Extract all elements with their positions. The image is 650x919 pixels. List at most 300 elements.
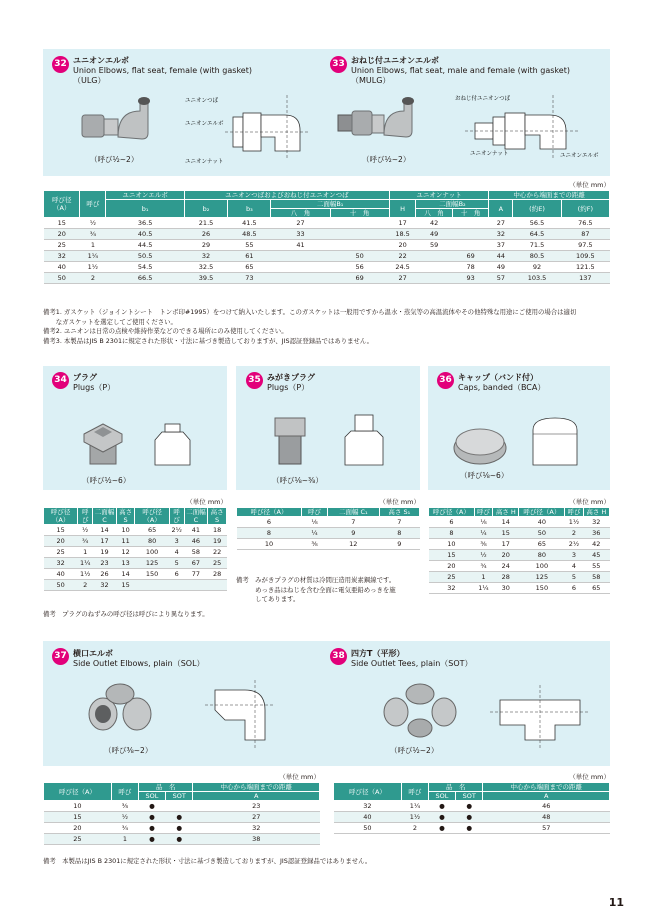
union-table-cell: 69 xyxy=(330,273,389,284)
union-table-row xyxy=(44,240,610,251)
plug-table-cell: 50 xyxy=(44,580,78,591)
union-dimension-table xyxy=(43,190,610,284)
item-number-38: 38 xyxy=(330,648,347,665)
polished-plug-table-header: 高さ S₁ xyxy=(379,508,419,517)
side-outlet-elbow-photo xyxy=(85,680,155,740)
label-union-flange: ユニオンつば xyxy=(185,98,219,104)
cap-table-cell: 65 xyxy=(583,583,609,594)
cap-table-cell: 32 xyxy=(583,517,609,528)
side-outlet-left-cell: 1 xyxy=(111,834,138,845)
union-table-cell xyxy=(416,273,452,284)
side-outlet-right-cell: 1¼ xyxy=(401,801,428,812)
cap-table-header: 呼び xyxy=(474,508,492,517)
side-outlet-right-cell: ● xyxy=(455,801,483,812)
union-table-cell: 24.5 xyxy=(389,262,416,273)
label-union-elbow-33: ユニオンエルボ xyxy=(560,153,599,159)
polished-plug-table-cell: 6 xyxy=(237,517,302,528)
th38-dn: 呼び径（A） xyxy=(334,783,402,801)
caption-34: （呼び½~6） xyxy=(82,476,131,485)
union-table-cell: 50 xyxy=(330,251,389,262)
polished-plug-table xyxy=(236,507,420,550)
note-35-line2: めっき品はねじを含む全面に電気亜鉛めっきを施 xyxy=(236,585,396,594)
side-outlet-left-cell xyxy=(165,801,193,812)
union-table-cell: 49 xyxy=(416,229,452,240)
label-union-nut: ユニオンナット xyxy=(185,159,224,165)
plug-table xyxy=(43,507,227,591)
union-table-row xyxy=(44,273,610,284)
th-F: (約F) xyxy=(561,200,609,218)
union-table-cell: 59 xyxy=(416,240,452,251)
polished-plug-photo xyxy=(265,410,315,470)
th-nimen1: 二面幅B₁ xyxy=(271,200,389,209)
plug-table-cell xyxy=(208,580,227,591)
plug-table-cell: 10 xyxy=(116,525,135,536)
union-table-cell: 29 xyxy=(184,240,227,251)
th-union-nut: ユニオンナット xyxy=(389,191,489,200)
cap-table-header: 呼び径（A） xyxy=(429,508,475,517)
plug-table-cell: 5 xyxy=(169,558,184,569)
th-union-flange: ユニオンつばおよびおねじ付ユニオンつば xyxy=(184,191,389,200)
cap-table-row xyxy=(429,539,610,550)
side-outlet-left-cell: 32 xyxy=(193,823,320,834)
title-32-jp: ユニオンエルボ xyxy=(73,56,129,65)
union-table-cell: 1½ xyxy=(80,262,106,273)
plug-table-cell: 2½ xyxy=(169,525,184,536)
note-35 xyxy=(236,576,426,605)
side-outlet-left-cell: ⅜ xyxy=(111,801,138,812)
cap-table-cell: 30 xyxy=(493,583,519,594)
th-nimen2: 二面幅B₂ xyxy=(416,200,489,209)
th37-sol: SOL xyxy=(138,792,165,801)
polished-plug-table-cell: ¼ xyxy=(301,528,327,539)
union-table-cell: 40 xyxy=(44,262,80,273)
union-table-cell: 41.5 xyxy=(228,218,271,229)
union-table-cell: 1¼ xyxy=(80,251,106,262)
side-outlet-left-cell: 25 xyxy=(44,834,112,845)
note-3: 備考3. 本製品はJIS B 2301に規定された形状・寸法に基づき製造しておりますが、JIS認証登録品ではありません。 xyxy=(43,336,374,345)
th37-center: 中心から端面までの距離 xyxy=(193,783,320,792)
plug-table-cell: 25 xyxy=(208,558,227,569)
union-table-row xyxy=(44,218,610,229)
th-hachi-2: 八 角 xyxy=(416,209,452,218)
union-table-cell: 103.5 xyxy=(513,273,561,284)
union-table-cell: 48.5 xyxy=(228,229,271,240)
side-outlet-right-cell: 40 xyxy=(334,812,402,823)
plug-table-cell: 77 xyxy=(184,569,208,580)
union-table-cell: 27 xyxy=(389,273,416,284)
cap-table-cell: 15 xyxy=(493,528,519,539)
item-number-37: 37 xyxy=(52,648,69,665)
union-table-cell: 36.5 xyxy=(106,218,185,229)
title-38 xyxy=(351,649,473,669)
union-table-cell: 80.5 xyxy=(513,251,561,262)
th37-A: A xyxy=(193,792,320,801)
side-outlet-right-cell: ● xyxy=(455,823,483,834)
unit-table-37-left: （単位 mm） xyxy=(279,773,320,781)
cap-table-cell: 42 xyxy=(583,539,609,550)
union-table-cell: 37 xyxy=(489,240,513,251)
th38-center: 中心から端面までの距離 xyxy=(483,783,610,792)
side-outlet-right-row xyxy=(334,801,610,812)
plug-table-cell xyxy=(169,580,184,591)
cap-table-cell: 1¼ xyxy=(474,583,492,594)
union-table-row xyxy=(44,251,610,262)
title-35-en: Plugs（P） xyxy=(267,383,310,392)
unit-table-34: （単位 mm） xyxy=(186,498,227,506)
title-33-jp: おねじ付ユニオンエルボ xyxy=(351,56,439,65)
note-1a: 備考1. ガスケット（ジョイントシート トンボ印#1995）をつけて納入いたします。このガスケットは一般用ですから温水・蒸気等の高温流体やその他特殊な用途にご使用の場合は適切 xyxy=(43,308,577,316)
th37-yobi: 呼び xyxy=(111,783,138,801)
unit-table-36: （単位 mm） xyxy=(569,498,610,506)
cap-table-cell: 40 xyxy=(519,517,565,528)
note-37: 備考 本製品はJIS B 2301に規定された形状・寸法に基づき製造しておりますが、JIS認証登録品ではありません。 xyxy=(43,857,372,865)
side-outlet-left-cell: ● xyxy=(165,812,193,823)
plug-table-cell: 23 xyxy=(93,558,117,569)
union-table-cell: 121.5 xyxy=(561,262,609,273)
cap-table-cell: 36 xyxy=(583,528,609,539)
union-table-cell: 20 xyxy=(44,229,80,240)
title-35 xyxy=(267,373,315,393)
title-33-en: Union Elbows, flat seat, male and female (with gasket) xyxy=(351,66,570,75)
side-outlet-tee-photo xyxy=(380,680,460,740)
cap-photo xyxy=(450,418,510,468)
plug-table-cell xyxy=(184,580,208,591)
title-36-en: Caps, banded（BCA） xyxy=(458,383,546,392)
polished-plug-table-cell: 9 xyxy=(328,528,380,539)
plug-table-row xyxy=(44,569,227,580)
side-outlet-right-row xyxy=(334,823,610,834)
side-outlet-left-cell: 38 xyxy=(193,834,320,845)
caption-36: （呼び⅛~6） xyxy=(460,471,509,480)
side-outlet-right-cell: ● xyxy=(428,823,455,834)
union-table-cell: 20 xyxy=(389,240,416,251)
title-33-code: （MULG） xyxy=(351,76,391,85)
union-table-cell: 2 xyxy=(80,273,106,284)
plug-photo xyxy=(78,420,128,470)
male-union-elbow-photo xyxy=(336,95,416,150)
side-outlet-left-cell: 15 xyxy=(44,812,112,823)
side-outlet-right-cell: 57 xyxy=(483,823,610,834)
union-table-cell: 57 xyxy=(489,273,513,284)
cap-table-cell: 24 xyxy=(493,561,519,572)
title-32-en: Union Elbows, flat seat, female (with gasket) xyxy=(73,66,252,75)
cap-table-cell: 2 xyxy=(565,528,583,539)
side-outlet-left-row xyxy=(44,823,320,834)
cap-table-cell: 150 xyxy=(519,583,565,594)
plug-table-cell: 15 xyxy=(116,580,135,591)
title-38-jp: 四方T（平形） xyxy=(351,649,405,658)
item-number-32: 32 xyxy=(52,56,69,73)
title-34 xyxy=(73,373,115,393)
union-table-cell: 76.5 xyxy=(561,218,609,229)
union-table-cell: 109.5 xyxy=(561,251,609,262)
cap-table-cell: 45 xyxy=(583,550,609,561)
union-table-cell: 61 xyxy=(228,251,271,262)
plug-table-header: 高さ S xyxy=(208,508,227,525)
side-outlet-left-cell: ● xyxy=(138,834,165,845)
plug-table-row xyxy=(44,547,227,558)
union-table-cell: 50.5 xyxy=(106,251,185,262)
union-table-cell: 32 xyxy=(44,251,80,262)
cap-table-row xyxy=(429,572,610,583)
cap-table-cell: ¼ xyxy=(474,528,492,539)
union-table-cell: 32.5 xyxy=(184,262,227,273)
union-table-cell: 69 xyxy=(452,251,488,262)
title-32-code: （ULG） xyxy=(73,76,106,85)
cap-table-cell: 58 xyxy=(583,572,609,583)
side-outlet-left-cell: ● xyxy=(165,823,193,834)
union-table-cell xyxy=(271,262,330,273)
plug-table-cell: 100 xyxy=(135,547,169,558)
cap-table-cell: 8 xyxy=(429,528,475,539)
polished-plug-table-cell: ⅜ xyxy=(301,539,327,550)
cap-table-cell: 6 xyxy=(565,583,583,594)
plug-table-cell: ½ xyxy=(78,525,93,536)
side-outlet-left-row xyxy=(44,812,320,823)
plug-table-cell: 40 xyxy=(44,569,78,580)
union-table-cell: 49 xyxy=(489,262,513,273)
side-outlet-left-cell: 27 xyxy=(193,812,320,823)
note-34: 備考 プラグのねずみの呼び径は呼びにより異なります。 xyxy=(43,610,209,618)
union-table-cell: 92 xyxy=(513,262,561,273)
plug-table-header: 二面幅 C xyxy=(93,508,117,525)
union-table-cell: 32 xyxy=(184,251,227,262)
union-table-cell: 40.5 xyxy=(106,229,185,240)
side-outlet-left-cell: ● xyxy=(138,801,165,812)
title-36-jp: キャップ（バンド付） xyxy=(458,373,538,382)
side-outlet-elbow-drawing xyxy=(205,680,285,760)
side-outlet-left-cell: ● xyxy=(165,834,193,845)
label-union-nut-33: ユニオンナット xyxy=(470,151,509,157)
plug-table-cell: 22 xyxy=(208,547,227,558)
caption-33: （呼び½~2） xyxy=(362,155,411,164)
union-table-cell: 32 xyxy=(489,229,513,240)
plug-table-cell: 125 xyxy=(135,558,169,569)
union-table-cell: 27 xyxy=(271,218,330,229)
cap-table-cell: 125 xyxy=(519,572,565,583)
union-table-cell: ¾ xyxy=(80,229,106,240)
cap-table-cell: ⅜ xyxy=(474,539,492,550)
plug-table-row xyxy=(44,558,227,569)
union-table-cell: 54.5 xyxy=(106,262,185,273)
union-table-cell: 93 xyxy=(452,273,488,284)
union-table-cell: 87 xyxy=(561,229,609,240)
plug-table-cell: 25 xyxy=(44,547,78,558)
cap-table-cell: 2½ xyxy=(565,539,583,550)
th-b1: b₁ xyxy=(106,200,185,218)
page-number: 11 xyxy=(608,896,624,909)
polished-plug-table-row xyxy=(237,528,420,539)
title-35-jp: みがきプラグ xyxy=(267,373,315,382)
union-table-cell: 64.5 xyxy=(513,229,561,240)
item-number-35: 35 xyxy=(246,372,263,389)
union-table-cell: 44 xyxy=(489,251,513,262)
union-table-cell: 44.5 xyxy=(106,240,185,251)
plug-table-header: 高さ S xyxy=(116,508,135,525)
plug-drawing xyxy=(145,410,205,470)
cap-table-row xyxy=(429,517,610,528)
side-outlet-right-cell: ● xyxy=(428,812,455,823)
th37-dn: 呼び径（A） xyxy=(44,783,112,801)
unit-table-35: （単位 mm） xyxy=(379,498,420,506)
plug-table-cell: 1 xyxy=(78,547,93,558)
union-table-cell: 33 xyxy=(271,229,330,240)
union-table-cell xyxy=(452,218,488,229)
plug-table-header: 呼び径（A） xyxy=(135,508,169,525)
plug-table-cell: 67 xyxy=(184,558,208,569)
cap-table-cell: 50 xyxy=(519,528,565,539)
cap-table-cell: 20 xyxy=(493,550,519,561)
cap-table-header: 高さ H xyxy=(493,508,519,517)
union-table-cell: 50 xyxy=(44,273,80,284)
side-outlet-table-right xyxy=(333,782,610,834)
th-b2: b₂ xyxy=(184,200,227,218)
plug-table-cell: 32 xyxy=(93,580,117,591)
item-number-34: 34 xyxy=(52,372,69,389)
cap-drawing xyxy=(525,410,595,470)
polished-plug-table-header: 呼び xyxy=(301,508,327,517)
title-36 xyxy=(458,373,545,393)
title-33 xyxy=(351,56,570,86)
plug-table-cell xyxy=(135,580,169,591)
plug-table-cell: 3 xyxy=(169,536,184,547)
th-b3: b₃ xyxy=(228,200,271,218)
union-table-cell: 17 xyxy=(389,218,416,229)
side-outlet-left-row xyxy=(44,834,320,845)
th-yobi: 呼び xyxy=(80,191,106,218)
title-34-jp: プラグ xyxy=(73,373,97,382)
plug-table-cell: 18 xyxy=(208,525,227,536)
cap-table-cell: 1 xyxy=(474,572,492,583)
plug-table-cell: 80 xyxy=(135,536,169,547)
cap-table xyxy=(428,507,610,594)
union-table-cell xyxy=(271,251,330,262)
th-dn: 呼び径 （A） xyxy=(44,191,80,218)
side-outlet-right-cell: 2 xyxy=(401,823,428,834)
plug-table-cell: 17 xyxy=(93,536,117,547)
union-table-cell: 21.5 xyxy=(184,218,227,229)
polished-plug-table-header: 二面幅 C₁ xyxy=(328,508,380,517)
cap-table-cell: 5 xyxy=(565,572,583,583)
side-outlet-left-cell: ● xyxy=(138,812,165,823)
cap-table-cell: 3 xyxy=(565,550,583,561)
polished-plug-table-row xyxy=(237,539,420,550)
note-35-line3: してあります。 xyxy=(236,595,300,603)
th-union-elbow: ユニオンエルボ xyxy=(106,191,185,200)
polished-plug-table-row xyxy=(237,517,420,528)
plug-table-cell: 32 xyxy=(44,558,78,569)
side-outlet-right-cell: 46 xyxy=(483,801,610,812)
plug-table-row xyxy=(44,536,227,547)
th-A: A xyxy=(489,200,513,218)
side-outlet-right-cell: 32 xyxy=(334,801,402,812)
cap-table-cell: 65 xyxy=(519,539,565,550)
th38-sol: SOL xyxy=(428,792,455,801)
union-table-cell: 56.5 xyxy=(513,218,561,229)
note-35-line1: 備考 みがきプラグの材質は冷間圧造用炭素鋼線です。 xyxy=(236,576,396,584)
plug-table-cell: 6 xyxy=(169,569,184,580)
union-table-cell: 55 xyxy=(228,240,271,251)
plug-table-header: 呼び xyxy=(169,508,184,525)
side-outlet-left-cell: ● xyxy=(138,823,165,834)
plug-table-cell: 15 xyxy=(44,525,78,536)
title-37-en: Side Outlet Elbows, plain（SOL） xyxy=(73,659,205,668)
union-table-cell: 18.5 xyxy=(389,229,416,240)
side-outlet-left-cell: 20 xyxy=(44,823,112,834)
side-outlet-left-cell: 10 xyxy=(44,801,112,812)
item-number-36: 36 xyxy=(437,372,454,389)
title-37-jp: 横口エルボ xyxy=(73,649,113,658)
cap-table-cell: ¾ xyxy=(474,561,492,572)
item-number-33: 33 xyxy=(330,56,347,73)
cap-table-cell: 1½ xyxy=(565,517,583,528)
union-table-cell: 56 xyxy=(330,262,389,273)
cap-table-cell: 25 xyxy=(429,572,475,583)
note-1b: なガスケットを選定してご使用ください。 xyxy=(43,317,177,326)
side-outlet-right-cell: 1½ xyxy=(401,812,428,823)
cap-table-cell: 32 xyxy=(429,583,475,594)
th38-A: A xyxy=(483,792,610,801)
polished-plug-table-cell: ⅛ xyxy=(301,517,327,528)
cap-table-row xyxy=(429,528,610,539)
polished-plug-drawing xyxy=(335,405,395,470)
th38-sot: SOT xyxy=(455,792,483,801)
plug-table-header: 二面幅 C xyxy=(184,508,208,525)
plug-table-cell: 1¼ xyxy=(78,558,93,569)
th-hachi-1: 八 角 xyxy=(271,209,330,218)
union-table-cell: 71.5 xyxy=(513,240,561,251)
plug-table-cell: 26 xyxy=(93,569,117,580)
plug-table-cell: 19 xyxy=(208,536,227,547)
union-table-cell xyxy=(416,262,452,273)
cap-table-cell: 15 xyxy=(429,550,475,561)
side-outlet-right-cell: ● xyxy=(455,812,483,823)
cap-table-row xyxy=(429,583,610,594)
polished-plug-table-cell: 12 xyxy=(328,539,380,550)
union-table-cell: 15 xyxy=(44,218,80,229)
side-outlet-table-left xyxy=(43,782,320,845)
union-elbow-drawing xyxy=(185,85,315,170)
union-table-cell: 27 xyxy=(489,218,513,229)
cap-table-cell: 4 xyxy=(565,561,583,572)
caption-38: （呼び½~2） xyxy=(390,746,439,755)
cap-table-cell: 10 xyxy=(429,539,475,550)
union-table-cell: 26 xyxy=(184,229,227,240)
union-elbow-photo xyxy=(80,93,150,153)
union-table-cell: 66.5 xyxy=(106,273,185,284)
plug-table-row xyxy=(44,525,227,536)
union-table-row xyxy=(44,262,610,273)
side-outlet-right-row xyxy=(334,812,610,823)
union-table-cell: 97.5 xyxy=(561,240,609,251)
cap-table-header: 呼び径（A） xyxy=(519,508,565,517)
notes-union xyxy=(43,308,610,346)
plug-table-cell: 58 xyxy=(184,547,208,558)
polished-plug-table-cell: 7 xyxy=(379,517,419,528)
plug-table-cell: 4 xyxy=(169,547,184,558)
cap-table-row xyxy=(429,561,610,572)
side-outlet-left-row xyxy=(44,801,320,812)
th37-sot: SOT xyxy=(165,792,193,801)
th-E: (約E) xyxy=(513,200,561,218)
union-table-cell: 22 xyxy=(389,251,416,262)
plug-table-header: 呼び径（A） xyxy=(44,508,78,525)
th37-hinmei: 品 名 xyxy=(138,783,192,792)
union-table-cell: 39.5 xyxy=(184,273,227,284)
union-table-cell: 78 xyxy=(452,262,488,273)
cap-table-header: 呼び xyxy=(565,508,583,517)
plug-table-cell: 41 xyxy=(184,525,208,536)
